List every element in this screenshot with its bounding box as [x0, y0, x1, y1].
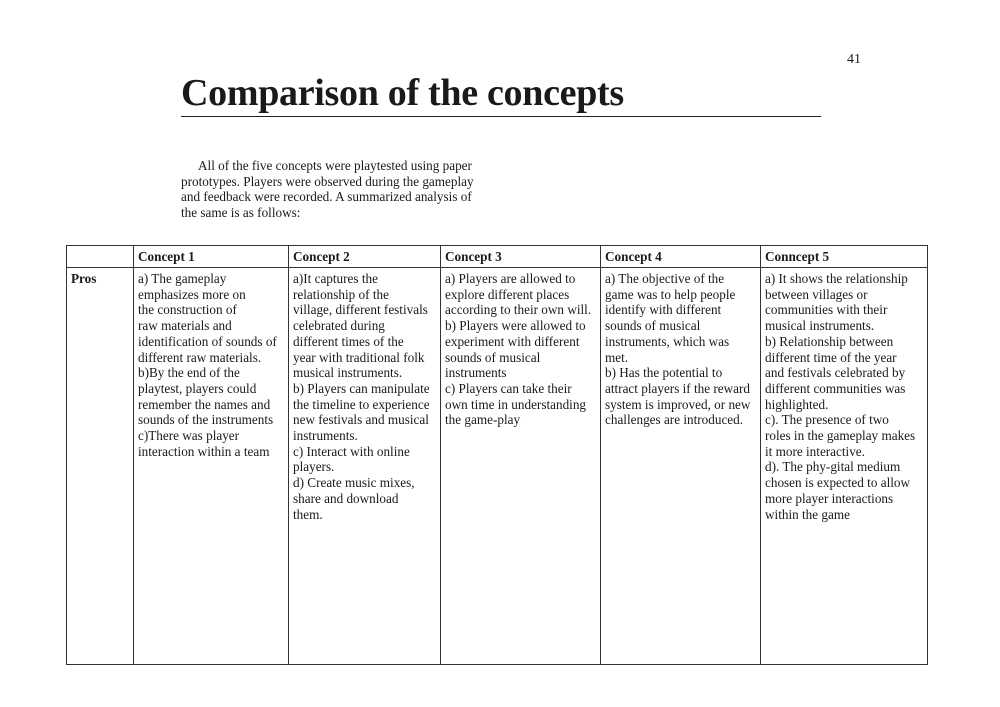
intro-paragraph: All of the five concepts were playtested using paper prototypes. Players were observed during the gameplay and feedback were recorded. A summarized analysis of the same is as follows:	[181, 158, 474, 220]
pros-concept-3-cell: a) Players are allowed to explore different places according to their own will. b) Players were allowed to experiment with different sounds of musical instruments c) Players can take their own time in understanding the game-play	[441, 268, 601, 665]
pros-concept-1-cell: a) The gameplay emphasizes more on the construction of raw materials and identification of sounds of different raw materials. b)By the end of the playtest, players could remember the names and sounds of the instruments c)There was player interaction within a team	[134, 268, 289, 665]
pros-concept-4-cell: a) The objective of the game was to help people identify with different sounds of musical instruments, which was met. b) Has the potential to attract players if the reward system is improved, or new challenges are introduced.	[601, 268, 761, 665]
table-header-row	[67, 246, 928, 268]
header-concept-1: Concept 1	[134, 246, 289, 268]
header-concept-5: Conncept 5	[761, 246, 928, 268]
page-title: Comparison of the concepts	[181, 70, 821, 117]
table-corner-cell	[67, 246, 134, 268]
pros-concept-2-cell: a)It captures the relationship of the village, different festivals celebrated during different times of the year with traditional folk musical instruments. b) Players can manipulate the timeline to experience new festivals and musical instruments. c) Interact with online players. d) Create music mixes, share and download them.	[289, 268, 441, 665]
page-number: 41	[847, 52, 861, 67]
pros-concept-5-cell: a) It shows the relationship between villages or communities with their musical instruments. b) Relationship between different time of the year and festivals celebrated by different communities was highlighted. c). The presence of two roles in the gameplay makes it more interactive. d). The phy-gital medium chosen is expected to allow more player interactions within the game	[761, 268, 928, 665]
header-concept-4: Concept 4	[601, 246, 761, 268]
comparison-table	[66, 245, 928, 665]
row-label-pros: Pros	[67, 268, 134, 665]
table-row-pros	[67, 268, 928, 665]
header-concept-2: Concept 2	[289, 246, 441, 268]
header-concept-3: Concept 3	[441, 246, 601, 268]
